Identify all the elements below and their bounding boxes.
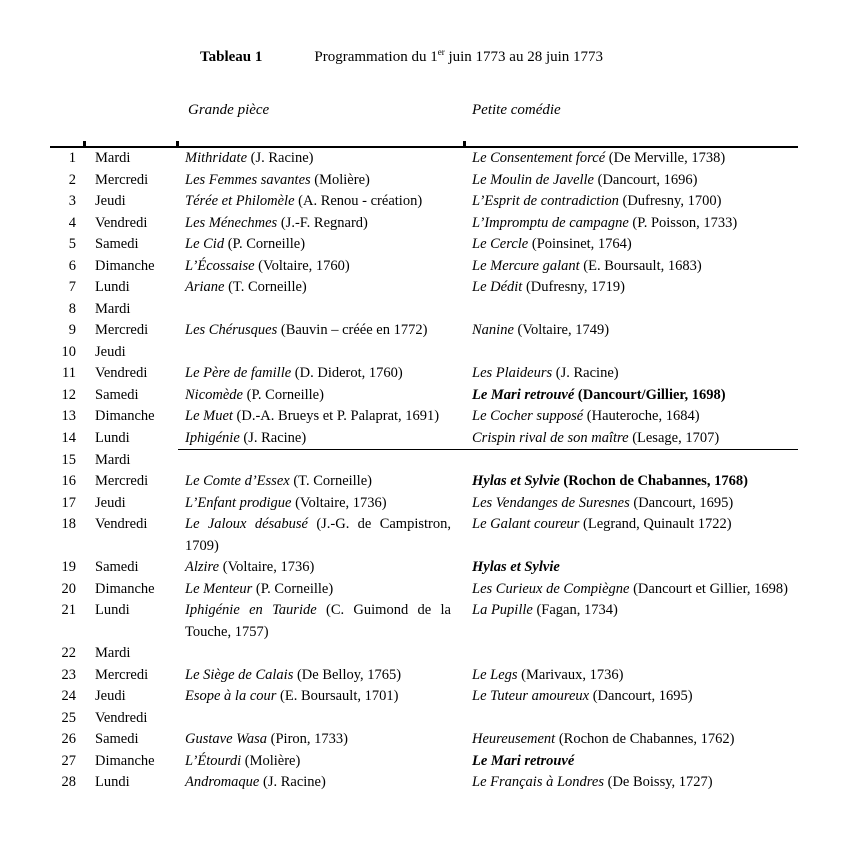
day-number: 9 — [68, 322, 76, 338]
play-author-note: (Dancourt, 1695) — [589, 688, 693, 704]
table-row — [50, 299, 798, 321]
day-name: Jeudi — [95, 343, 126, 360]
caption-title-text: Programmation du 1 — [314, 49, 438, 65]
day-number: 15 — [61, 451, 76, 468]
programme-table — [50, 146, 798, 794]
day-number: 17 — [61, 494, 76, 511]
column-tick — [176, 141, 179, 146]
play-author-note: (De Merville, 1738) — [605, 150, 726, 166]
day-name: Samedi — [95, 731, 139, 747]
petite-comedie-cell — [465, 493, 798, 515]
play-title: Le Muet — [185, 408, 233, 424]
play-author-note: (Legrand, Quinault 1722) — [579, 516, 732, 532]
play-title: Nicomède — [185, 386, 243, 403]
petite-comedie-cell — [465, 665, 798, 687]
play-title: Le Père de famille — [185, 365, 292, 381]
play-author-note: (D.-A. Brueys et P. Palaprat, 1691) — [232, 408, 440, 424]
day-name: Jeudi — [95, 494, 126, 511]
play-author-note: (Rochon de Chabannes, 1762) — [555, 731, 735, 747]
play-title: L’Étourdi — [185, 752, 242, 769]
day-number: 12 — [61, 386, 76, 403]
day-name: Mardi — [95, 150, 131, 166]
play-title: Le Français à Londres — [472, 774, 604, 790]
day-name: Vendredi — [95, 709, 148, 726]
day-number: 18 — [61, 516, 76, 532]
programme-table-container — [50, 141, 798, 794]
play-author-note: (Fagan, 1734) — [532, 602, 618, 618]
day-number: 19 — [61, 559, 76, 575]
table-row — [50, 772, 798, 794]
petite-comedie-cell — [465, 557, 798, 579]
table-row — [50, 514, 798, 557]
play-title: Le Comte d’Essex — [185, 473, 290, 489]
column-tick — [463, 141, 466, 146]
play-title: Le Cercle — [472, 236, 529, 252]
table-row — [50, 191, 798, 213]
day-number: 4 — [68, 214, 76, 231]
day-number: 6 — [68, 257, 76, 274]
play-title: Les Plaideurs — [472, 365, 553, 381]
grande-piece-cell — [178, 579, 465, 601]
table-caption — [200, 47, 603, 67]
table-row — [50, 579, 798, 601]
table-row — [50, 256, 798, 278]
day-number: 5 — [68, 236, 76, 252]
play-author-note: (P. Poisson, 1733) — [628, 214, 738, 231]
day-name: Lundi — [95, 429, 130, 446]
play-title: Andromaque — [185, 774, 260, 790]
play-title: Crispin rival de son maître — [472, 429, 629, 446]
petite-comedie-cell — [465, 147, 798, 170]
day-number: 13 — [61, 408, 76, 424]
play-author-note: (E. Boursault, 1701) — [276, 688, 399, 704]
day-number: 2 — [68, 171, 76, 188]
table-row — [50, 385, 798, 407]
play-author-note: (Marivaux, 1736) — [517, 666, 624, 683]
petite-comedie-cell — [465, 256, 798, 278]
play-author-note: (T. Corneille) — [289, 473, 372, 489]
play-title: Iphigénie — [185, 429, 240, 446]
day-name: Samedi — [95, 386, 139, 403]
day-number: 20 — [61, 580, 76, 597]
table-row — [50, 363, 798, 385]
table-row — [50, 428, 798, 450]
play-title: L’Esprit de contradiction — [472, 193, 619, 209]
grande-piece-cell — [178, 557, 465, 579]
petite-comedie-cell — [465, 170, 798, 192]
day-name: Mardi — [95, 451, 131, 468]
petite-comedie-cell — [465, 643, 798, 665]
table-caption-title — [314, 49, 603, 65]
column-headers — [0, 102, 845, 122]
play-author-note: (Molière) — [310, 171, 370, 188]
day-name: Vendredi — [95, 214, 148, 231]
play-title: Les Chérusques — [185, 322, 278, 338]
day-number: 26 — [61, 731, 76, 747]
play-author-note: (P. Corneille) — [242, 386, 324, 403]
grande-piece-cell — [178, 708, 465, 730]
play-title: Alzire — [185, 559, 220, 575]
day-number: 21 — [61, 602, 76, 618]
petite-comedie-cell — [465, 751, 798, 773]
play-title: Le Legs — [472, 666, 518, 683]
grande-piece-cell — [178, 450, 465, 472]
day-number: 11 — [62, 365, 76, 381]
play-title: Le Mari retrouvé — [472, 752, 575, 769]
play-title: Gustave Wasa — [185, 731, 268, 747]
petite-comedie-cell — [465, 363, 798, 385]
play-title: Les Ménechmes — [185, 214, 278, 231]
table-row — [50, 708, 798, 730]
table-row — [50, 643, 798, 665]
petite-comedie-cell — [465, 191, 798, 213]
play-author-note: (J. Racine) — [239, 429, 307, 446]
grande-piece-cell — [178, 686, 465, 708]
day-number: 16 — [61, 473, 76, 489]
play-title: Le Cocher supposé — [472, 408, 584, 424]
petite-comedie-cell — [465, 406, 798, 428]
grande-piece-cell — [178, 428, 465, 450]
play-title: Esope à la cour — [185, 688, 277, 704]
play-author-note: (Voltaire, 1749) — [513, 322, 610, 338]
table-row — [50, 471, 798, 493]
play-author-note: (De Belloy, 1765) — [293, 666, 402, 683]
play-author-note: (J. Racine) — [247, 150, 314, 166]
day-name: Jeudi — [95, 688, 126, 704]
day-number: 22 — [61, 645, 76, 661]
table-row — [50, 147, 798, 170]
play-title: Le Consentement forcé — [472, 150, 606, 166]
play-title: Le Siège de Calais — [185, 666, 294, 683]
play-title: Ariane — [185, 279, 225, 295]
play-author-note: (Dancourt, 1695) — [629, 494, 734, 511]
day-name: Mercredi — [95, 666, 149, 683]
day-number: 24 — [61, 688, 76, 704]
day-number: 27 — [61, 752, 76, 769]
play-author-note: (Rochon de Chabannes, 1768) — [559, 473, 748, 489]
column-tick — [83, 141, 86, 146]
caption-title-superscript: er — [437, 47, 445, 57]
play-author-note: (Dancourt et Gillier, 1698) — [629, 580, 788, 597]
play-author-note: (Piron, 1733) — [267, 731, 348, 747]
grande-piece-cell — [178, 471, 465, 493]
petite-comedie-cell — [465, 579, 798, 601]
grande-piece-cell — [178, 277, 465, 299]
day-name: Mercredi — [95, 322, 149, 338]
day-number: 23 — [61, 666, 76, 683]
day-name: Mardi — [95, 300, 131, 317]
play-title: Mithridate — [185, 150, 248, 166]
day-name: Mercredi — [95, 473, 149, 489]
play-title: Iphigénie en Tauride — [185, 602, 317, 618]
table-row — [50, 600, 798, 643]
table-row — [50, 406, 798, 428]
grande-piece-cell — [178, 170, 465, 192]
play-title: La Pupille — [472, 602, 533, 618]
table-row — [50, 170, 798, 192]
grande-piece-cell — [178, 191, 465, 213]
play-author-note: (Dancourt, 1696) — [594, 171, 698, 188]
play-title: L’Écossaise — [185, 257, 255, 274]
grande-piece-cell — [178, 363, 465, 385]
table-row — [50, 342, 798, 364]
petite-comedie-cell — [465, 514, 798, 557]
play-author-note: (J.-F. Regnard) — [277, 214, 368, 231]
play-title: Hylas et Sylvie — [472, 559, 560, 575]
play-title: Le Menteur — [185, 580, 253, 597]
play-title: Le Dédit — [472, 279, 523, 295]
petite-comedie-cell — [465, 450, 798, 472]
play-author-note: (Bauvin – créée en 1772) — [277, 322, 428, 338]
table-row — [50, 665, 798, 687]
day-name: Samedi — [95, 236, 139, 252]
petite-comedie-cell — [465, 342, 798, 364]
play-author-note: (J. Racine) — [552, 365, 619, 381]
grande-piece-cell — [178, 320, 465, 342]
day-number: 28 — [61, 774, 76, 790]
play-title: Le Galant coureur — [472, 516, 580, 532]
play-title: Térée et Philomèle — [185, 193, 295, 209]
play-title: Le Jaloux désabusé — [185, 516, 308, 532]
day-name: Dimanche — [95, 752, 155, 769]
play-author-note: (D. Diderot, 1760) — [291, 365, 403, 381]
day-name: Samedi — [95, 559, 139, 575]
petite-comedie-cell — [465, 772, 798, 794]
petite-comedie-cell — [465, 320, 798, 342]
petite-comedie-cell — [465, 385, 798, 407]
day-number: 8 — [68, 300, 76, 317]
table-row — [50, 277, 798, 299]
play-title: L’Enfant prodigue — [185, 494, 292, 511]
day-number: 3 — [68, 193, 76, 209]
play-title: Le Tuteur amoureux — [472, 688, 590, 704]
petite-comedie-cell — [465, 471, 798, 493]
grande-piece-cell — [178, 665, 465, 687]
play-author-note: (P. Corneille) — [224, 236, 306, 252]
grande-piece-cell — [178, 147, 465, 170]
grande-piece-cell — [178, 729, 465, 751]
grande-piece-cell — [178, 256, 465, 278]
table-row — [50, 557, 798, 579]
day-number: 7 — [68, 279, 76, 295]
table-row — [50, 493, 798, 515]
day-name: Mardi — [95, 645, 131, 661]
grande-piece-cell — [178, 342, 465, 364]
play-author-note: (T. Corneille) — [224, 279, 307, 295]
play-author-note: (Dufresny, 1719) — [522, 279, 625, 295]
play-title: Le Moulin de Javelle — [472, 171, 594, 188]
grande-piece-cell — [178, 600, 465, 643]
petite-comedie-cell — [465, 213, 798, 235]
day-name: Dimanche — [95, 580, 155, 597]
petite-comedie-cell — [465, 729, 798, 751]
column-boundary-ticks — [50, 141, 798, 146]
day-number: 1 — [68, 150, 76, 166]
petite-comedie-cell — [465, 600, 798, 643]
table-row — [50, 234, 798, 256]
petite-comedie-cell — [465, 277, 798, 299]
day-name: Dimanche — [95, 408, 155, 424]
day-name: Vendredi — [95, 365, 148, 381]
day-name: Dimanche — [95, 257, 155, 274]
grande-piece-cell — [178, 493, 465, 515]
play-author-note: (Molière) — [241, 752, 301, 769]
play-title: Le Mari retrouvé — [472, 386, 575, 403]
play-title: Hylas et Sylvie — [472, 473, 560, 489]
petite-comedie-cell — [465, 428, 798, 450]
play-title: Le Mercure galant — [472, 257, 580, 274]
table-caption-label: Tableau 1 — [200, 49, 263, 65]
play-author-note: (De Boissy, 1727) — [603, 774, 713, 790]
play-title: Les Femmes savantes — [185, 171, 311, 188]
table-row — [50, 320, 798, 342]
play-author-note: (Voltaire, 1736) — [219, 559, 315, 575]
play-author-note: (E. Boursault, 1683) — [579, 257, 702, 274]
play-author-note: (J.-G. de Campistron, 1709) — [185, 516, 451, 554]
grande-piece-cell — [178, 751, 465, 773]
day-name: Lundi — [95, 279, 130, 295]
grande-piece-cell — [178, 385, 465, 407]
play-author-note: (Hauteroche, 1684) — [583, 408, 700, 424]
play-author-note: (P. Corneille) — [252, 580, 334, 597]
play-title: Les Curieux de Compiègne — [472, 580, 630, 597]
play-title: Le Cid — [185, 236, 225, 252]
grande-piece-cell — [178, 772, 465, 794]
grande-piece-cell — [178, 643, 465, 665]
petite-comedie-cell — [465, 686, 798, 708]
petite-comedie-cell — [465, 234, 798, 256]
play-author-note: (Dufresny, 1700) — [618, 193, 722, 209]
table-row — [50, 751, 798, 773]
day-name: Lundi — [95, 602, 130, 618]
grande-piece-cell — [178, 299, 465, 321]
column-header-petite-comedie: Petite comédie — [472, 102, 561, 118]
play-author-note: (Dancourt/Gillier, 1698) — [574, 386, 726, 403]
petite-comedie-cell — [465, 299, 798, 321]
play-title: Nanine — [472, 322, 514, 338]
day-name: Jeudi — [95, 193, 126, 209]
play-title: Les Vendanges de Suresnes — [472, 494, 630, 511]
petite-comedie-cell — [465, 708, 798, 730]
day-number: 10 — [61, 343, 76, 360]
play-author-note: (A. Renou - création) — [294, 193, 423, 209]
grande-piece-cell — [178, 213, 465, 235]
table-row — [50, 450, 798, 472]
grande-piece-cell — [178, 234, 465, 256]
day-name: Lundi — [95, 774, 130, 790]
play-title: L’Impromptu de campagne — [472, 214, 629, 231]
table-row — [50, 213, 798, 235]
grande-piece-cell — [178, 514, 465, 557]
day-name: Vendredi — [95, 516, 148, 532]
table-row — [50, 729, 798, 751]
day-number: 14 — [61, 429, 76, 446]
play-author-note: (Lesage, 1707) — [628, 429, 720, 446]
day-name: Mercredi — [95, 171, 149, 188]
column-header-grande-piece: Grande pièce — [188, 102, 270, 118]
play-author-note: (Poinsinet, 1764) — [528, 236, 632, 252]
play-author-note: (J. Racine) — [259, 774, 326, 790]
table-row — [50, 686, 798, 708]
caption-title-text-rest: juin 1773 au 28 juin 1773 — [444, 49, 604, 65]
play-title: Heureusement — [472, 731, 556, 747]
day-number: 25 — [61, 709, 76, 726]
play-author-note: (Voltaire, 1736) — [291, 494, 387, 511]
play-author-note: (Voltaire, 1760) — [254, 257, 350, 274]
play-author-note: (C. Guimond de la Touche, 1757) — [185, 602, 451, 640]
grande-piece-cell — [178, 406, 465, 428]
